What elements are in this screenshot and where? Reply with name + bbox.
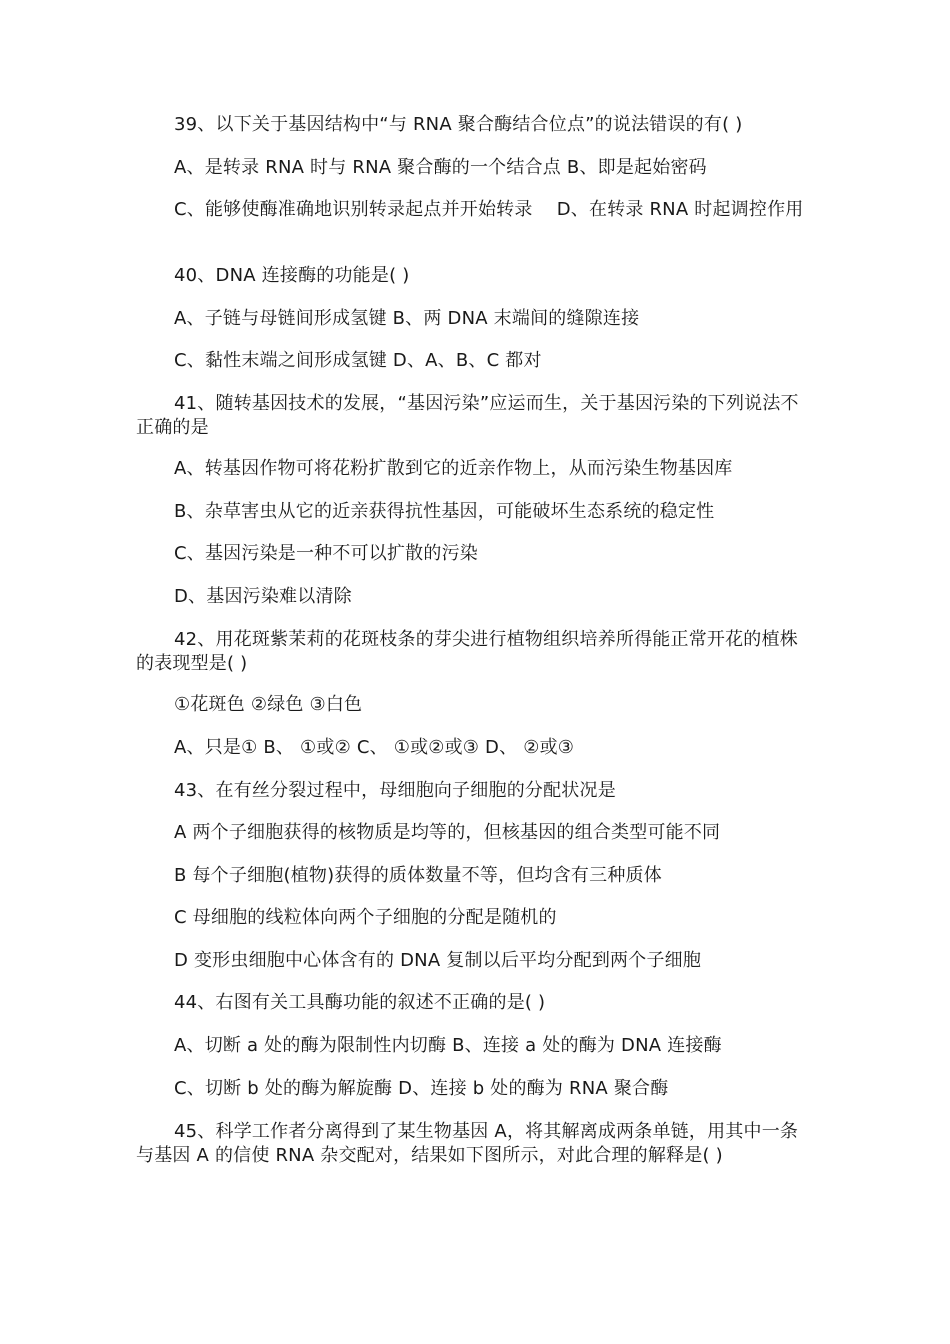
- q44-option-cd: C、切断 b 处的酶为解旋酶 D、连接 b 处的酶为 RNA 聚合酶: [174, 1078, 669, 1099]
- q43-option-a: A 两个子细胞获得的核物质是均等的，但核基因的组合类型可能不同: [174, 822, 721, 843]
- q42-stem: 42、用花斑紫茉莉的花斑枝条的芽尖进行植物组织培养所得能正常开花的植株的表现型是( ): [136, 629, 798, 674]
- q40-option-ab: A、子链与母链间形成氢键 B、两 DNA 末端间的缝隙连接: [174, 308, 640, 329]
- q42-options: A、只是① B、 ①或② C、 ①或②或③ D、 ②或③: [174, 737, 575, 758]
- q41-stem: 41、随转基因技术的发展，“基因污染”应运而生，关于基因污染的下列说法不正确的是: [136, 393, 799, 438]
- q41-option-c: C、基因污染是一种不可以扩散的污染: [174, 543, 478, 564]
- q43-option-d: D 变形虫细胞中心体含有的 DNA 复制以后平均分配到两个子细胞: [174, 950, 702, 971]
- q41-option-a: A、转基因作物可将花粉扩散到它的近亲作物上，从而污染生物基因库: [174, 458, 733, 479]
- q41-option-d: D、基因污染难以清除: [174, 586, 352, 607]
- q43-option-c: C 母细胞的线粒体向两个子细胞的分配是随机的: [174, 907, 557, 928]
- q44-stem: 44、右图有关工具酶功能的叙述不正确的是( ): [174, 992, 546, 1013]
- q43-stem: 43、在有丝分裂过程中，母细胞向子细胞的分配状况是: [174, 780, 616, 801]
- q42-choices: ①花斑色 ②绿色 ③白色: [174, 694, 363, 715]
- q44-option-ab: A、切断 a 处的酶为限制性内切酶 B、连接 a 处的酶为 DNA 连接酶: [174, 1035, 722, 1056]
- q41-option-b: B、杂草害虫从它的近亲获得抗性基因，可能破坏生态系统的稳定性: [174, 501, 715, 522]
- q39-option-ab: A、是转录 RNA 时与 RNA 聚合酶的一个结合点 B、即是起始密码: [174, 157, 707, 178]
- q45-stem: 45、科学工作者分离得到了某生物基因 A，将其解离成两条单链，用其中一条与基因 A 的信使 RNA 杂交配对，结果如下图所示，对此合理的解释是( ): [136, 1121, 799, 1166]
- q43-option-b: B 每个子细胞(植物)获得的质体数量不等，但均含有三种质体: [174, 865, 662, 886]
- q40-option-cd: C、黏性末端之间形成氢键 D、A、B、C 都对: [174, 350, 542, 371]
- q39-stem: 39、以下关于基因结构中“与 RNA 聚合酶结合位点”的说法错误的有( ): [174, 114, 743, 135]
- q39-option-cd: C、能够使酶准确地识别转录起点并开始转录 D、在转录 RNA 时起调控作用: [174, 199, 804, 220]
- q40-stem: 40、DNA 连接酶的功能是( ): [174, 265, 410, 286]
